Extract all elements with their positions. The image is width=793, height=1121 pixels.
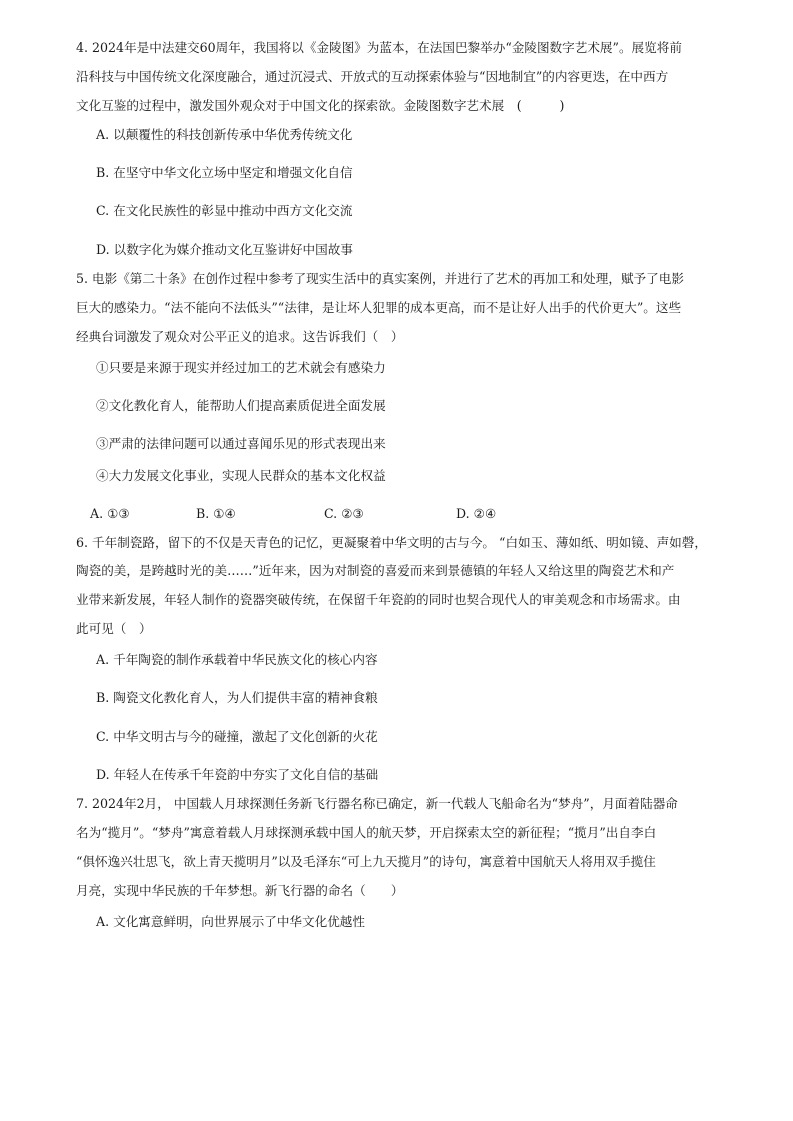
question-5-statement-3: ③严肃的法律问题可以通过喜闻乐见的形式表现出来 bbox=[96, 436, 386, 451]
question-7-line-4: 月亮，实现中华民族的千年梦想。新飞行器的命名（ ） bbox=[76, 883, 404, 898]
question-6-line-3: 业带来新发展，年轻人制作的瓷器突破传统，在保留千年瓷韵的同时也契合现代人的审美观念和市场需求。由 bbox=[76, 592, 681, 607]
question-4-option-d: D. 以数字化为媒介推动文化互鉴讲好中国故事 bbox=[96, 242, 353, 257]
question-6-option-d: D. 年轻人在传承千年瓷韵中夯实了文化自信的基础 bbox=[96, 767, 379, 782]
question-6-line-2: 陶瓷的美，是跨越时光的美……”近年来，因为对制瓷的喜爱而来到景德镇的年轻人又给这里的陶瓷艺术和产 bbox=[76, 563, 675, 578]
question-5-option-a: A. ①③ bbox=[90, 506, 130, 521]
question-5-statement-1: ①只要是来源于现实并经过加工的艺术就会有感染力 bbox=[96, 360, 386, 375]
question-4-line-1: 4. 2024年是中法建交60周年，我国将以《金陵图》为蓝本，在法国巴黎举办“金陵图数字艺术展”。展览将前 bbox=[76, 40, 682, 55]
question-5-line-3: 经典台词激发了观众对公平正义的追求。这告诉我们（ ） bbox=[76, 329, 404, 344]
question-5-line-2: 巨大的感染力。“法不能向不法低头”“法律，是让坏人犯罪的成本更高，而不是让好人出手的代价更大”。这些 bbox=[76, 300, 682, 315]
question-5-statement-2: ②文化教化育人，能帮助人们提高素质促进全面发展 bbox=[96, 398, 386, 413]
question-4-option-b: B. 在坚守中华文化立场中坚定和增强文化自信 bbox=[96, 165, 353, 180]
question-7-line-3: “俱怀逸兴壮思飞，欲上青天揽明月”以及毛泽东“可上九天揽月”的诗句，寓意着中国航天人将用双手揽住 bbox=[76, 854, 656, 869]
question-5-option-d: D. ②④ bbox=[456, 506, 497, 521]
question-6-line-4: 此可见（ ） bbox=[76, 621, 152, 636]
question-6-option-a: A. 千年陶瓷的制作承载着中华民族文化的核心内容 bbox=[96, 652, 378, 667]
question-5-statement-4: ④大力发展文化事业，实现人民群众的基本文化权益 bbox=[96, 468, 386, 483]
question-4-line-3: 文化互鉴的过程中，激发国外观众对于中国文化的探索欲。金陵图数字艺术展 ( ) bbox=[76, 98, 565, 113]
question-6-line-1: 6. 千年制瓷路，留下的不仅是天青色的记忆，更凝聚着中华文明的古与今。 “白如玉、薄如纸、明如镜、声如磬， bbox=[76, 535, 707, 550]
question-4-line-2: 沿科技与中国传统文化深度融合，通过沉浸式、开放式的互动探索体验与“因地制宜”的内容更迭，在中西方 bbox=[76, 69, 669, 84]
question-4-option-a: A. 以颠覆性的科技创新传承中华优秀传统文化 bbox=[96, 127, 353, 142]
question-5-option-b: B. ①④ bbox=[196, 506, 236, 521]
question-4-option-c: C. 在文化民族性的彰显中推动中西方文化交流 bbox=[96, 203, 353, 218]
question-7-line-1: 7. 2024年2月， 中国载人月球探测任务新飞行器名称已确定，新一代载人飞船命名为“梦舟”，月面着陆器命 bbox=[76, 796, 678, 811]
question-7-line-2: 名为“揽月”。“梦舟”寓意着载人月球探测承载中国人的航天梦，开启探索太空的新征程；“揽月”出自李白 bbox=[76, 825, 657, 840]
question-6-option-c: C. 中华文明古与今的碰撞，激起了文化创新的火花 bbox=[96, 729, 378, 744]
question-5-option-c: C. ②③ bbox=[324, 506, 364, 521]
question-7-option-a: A. 文化寓意鲜明，向世界展示了中华文化优越性 bbox=[96, 914, 365, 929]
question-6-option-b: B. 陶瓷文化教化育人，为人们提供丰富的精神食粮 bbox=[96, 690, 378, 705]
question-5-line-1: 5. 电影《第二十条》在创作过程中参考了现实生活中的真实案例，并进行了艺术的再加工和处理，赋予了电影 bbox=[76, 271, 684, 286]
